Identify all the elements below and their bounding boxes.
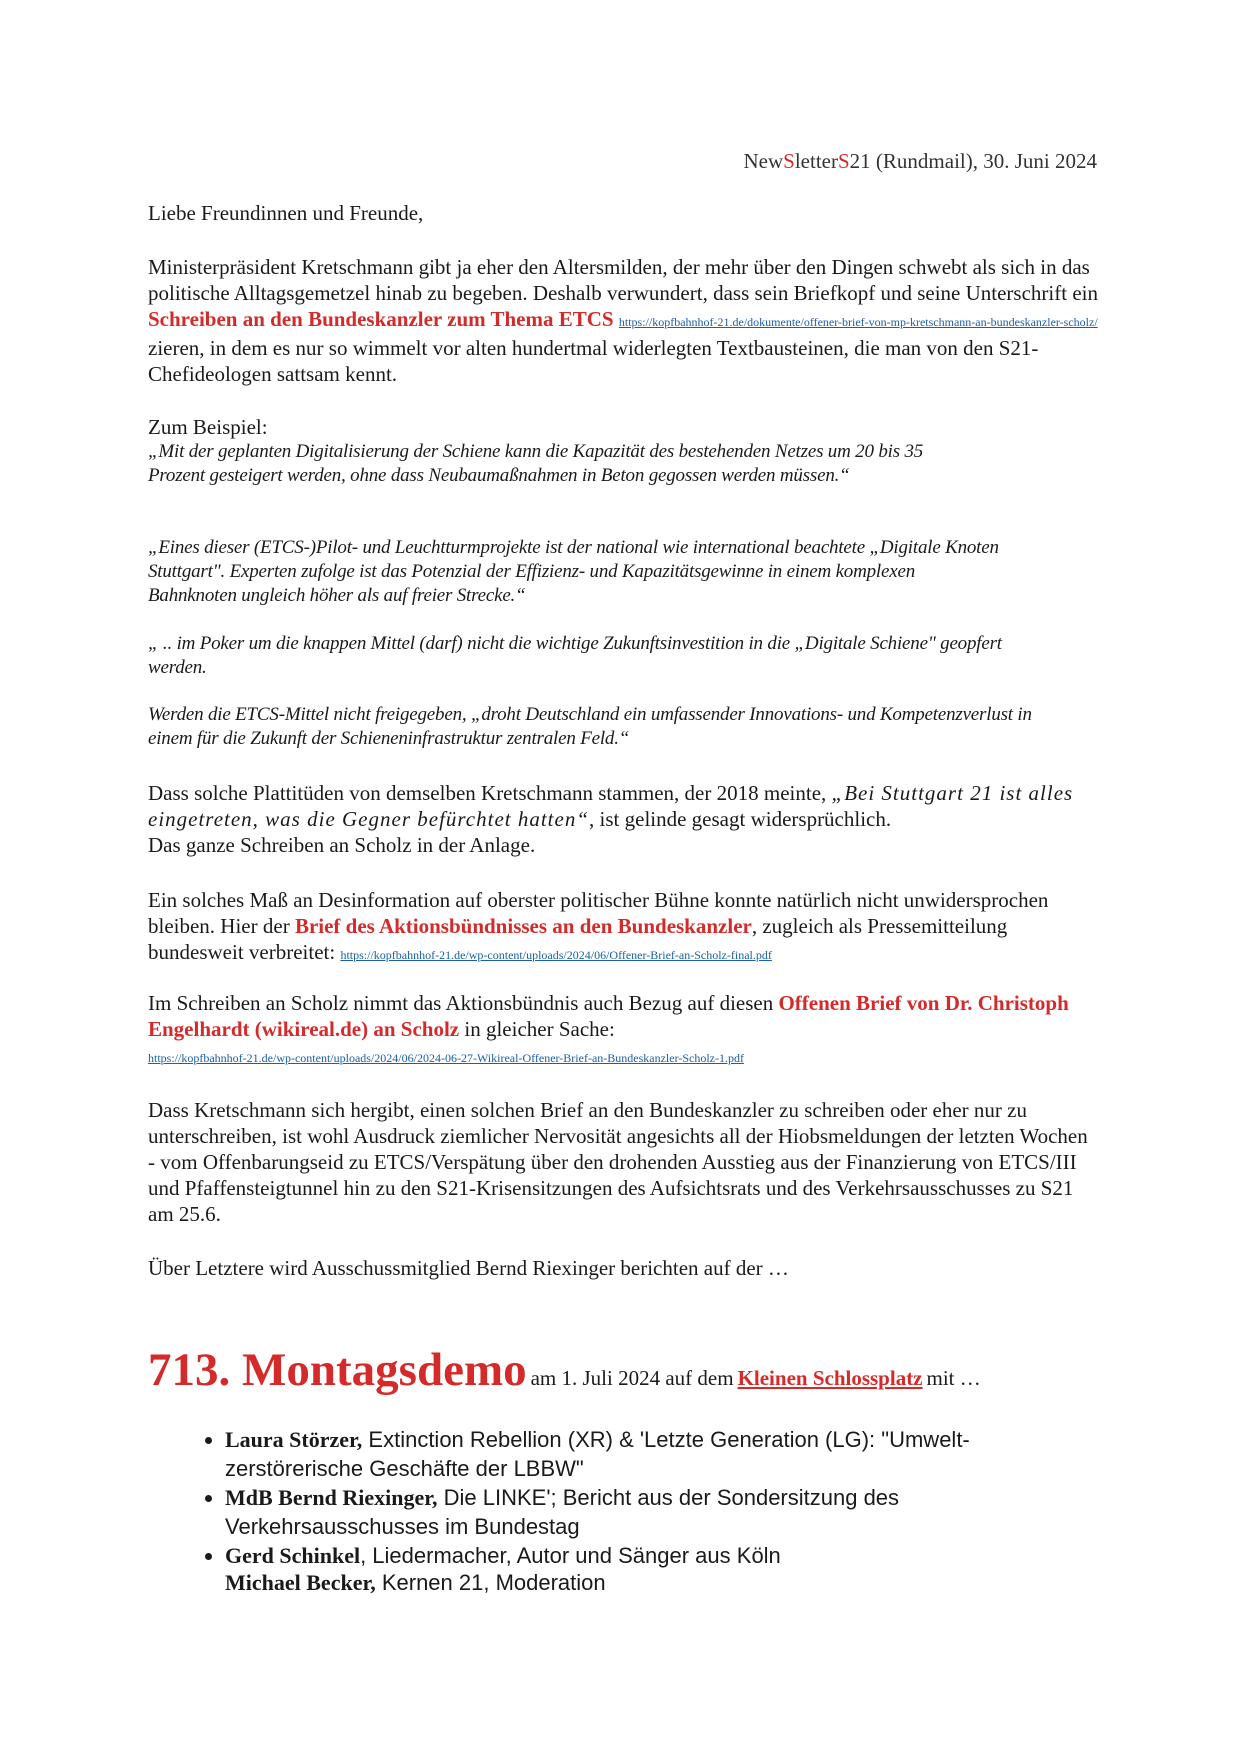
moderator-name: Michael Becker,	[225, 1570, 376, 1595]
engelhardt-letter-highlight: Offenen Brief von Dr. Christoph Engelhardt (wikireal.de) an Scholz	[148, 991, 1069, 1041]
quote-1: „Mit der geplanten Digitalisierung der Schiene kann die Kapazität des bestehenden Netzes um 20 bis 35 Prozent gesteigert werden, ohne dass Neubaumaßnahmen in Beton gegossen werden müssen.“	[148, 441, 924, 486]
para3-text-a: Ein solches Maß an Desinformation auf oberster politischer Bühne konnte natürlich nicht unwidersprochen bleiben. Hier der	[148, 888, 1049, 938]
newsletter-header	[744, 149, 1098, 174]
paragraph-riexinger: Über Letztere wird Ausschussmitglied Bernd Riexinger berichten auf der …	[148, 1256, 789, 1280]
demo-place-link[interactable]: Kleinen Schlossplatz	[737, 1366, 923, 1390]
moderator-description: Kernen 21, Moderation	[381, 1570, 606, 1595]
speaker-description: Extinction Rebellion (XR) & 'Letzte Generation (LG): "Umwelt-zerstörerische Geschäfte der LBBW"	[225, 1427, 970, 1481]
alliance-letter-link[interactable]: https://kopfbahnhof-21.de/wp-content/uploads/2024/06/Offener-Brief-an-Scholz-final.pdf	[340, 948, 772, 962]
list-item	[225, 1425, 1105, 1483]
quote-2: „Eines dieser (ETCS-)Pilot- und Leuchtturmprojekte ist der national wie international beachtete „Digitale Knoten Stuttgart". Experten zufolge ist das Potenzial der Effizienz- und Kapazitätsgewinne in einem komplexen Bahnknoten ungleich höher als auf freier Strecke.“	[148, 537, 999, 606]
speaker-name: MdB Bernd Riexinger,	[225, 1485, 438, 1510]
paragraph-kretschmann-letter	[148, 254, 1098, 387]
kretschmann-letter-link[interactable]: https://kopfbahnhof-21.de/dokumente/offener-brief-von-mp-kretschmann-an-bundeskanzler-scholz/	[618, 315, 1098, 329]
para3-text-b: , zugleich als Pressemitteilung bundesweit verbreitet:	[148, 914, 1008, 964]
speaker-name: Laura Störzer,	[225, 1427, 363, 1452]
paragraph-platitudes	[148, 780, 1098, 858]
greeting: Liebe Freundinnen und Freunde,	[148, 201, 424, 225]
quote-3: „ .. im Poker um die knappen Mittel (darf) nicht die wichtige Zukunftsinvestition in die „Digitale Schiene" geopfert werden.	[148, 633, 1002, 678]
example-intro: Zum Beispiel:	[148, 415, 268, 439]
speaker-name: Gerd Schinkel	[225, 1543, 361, 1568]
letter-highlight: Schreiben an den Bundeskanzler zum Thema ETCS	[148, 307, 614, 331]
header-date: 21 (Rundmail), 30. Juni 2024	[849, 149, 1097, 173]
speaker-description: , Liedermacher, Autor und Sänger aus Köln	[360, 1543, 781, 1568]
header-text-new: New	[743, 149, 784, 173]
speaker-list	[185, 1425, 1105, 1570]
para4-text-b: in gleicher Sache:	[464, 1017, 615, 1041]
montagsdemo-line	[148, 1343, 981, 1397]
quote-4: Werden die ETCS-Mittel nicht freigegeben, „droht Deutschland ein umfassender Innovations- und Kompetenzverlust in einem für die Zukunft der Schieneninfrastruktur zentralen Feld.“	[148, 704, 1032, 749]
para2-text-b: , ist gelinde gesagt widersprüchlich.	[589, 807, 892, 831]
moderator-line	[225, 1570, 606, 1596]
header-text-letter: letter	[794, 149, 838, 173]
list-item	[225, 1541, 1105, 1570]
para4-text-a: Im Schreiben an Scholz nimmt das Aktionsbündnis auch Bezug auf diesen	[148, 991, 774, 1015]
header-letter-s1: S	[783, 149, 795, 173]
alliance-letter-highlight: Brief des Aktionsbündnisses an den Bundeskanzler	[294, 914, 752, 938]
attachment-note: Das ganze Schreiben an Scholz in der Anlage.	[148, 833, 536, 857]
paragraph-engelhardt	[148, 990, 1098, 1071]
demo-text-tail: mit …	[926, 1366, 981, 1390]
montagsdemo-title: 713. Montagsdemo	[148, 1344, 527, 1396]
para1-text-b: zieren, in dem es nur so wimmelt vor alten hundertmal widerlegten Textbausteinen, die man von den S21-Chefideologen sattsam kennt.	[148, 336, 1039, 386]
header-letter-s2: S	[837, 149, 850, 173]
paragraph-response	[148, 887, 1098, 968]
demo-date-text: am 1. Juli 2024 auf dem	[530, 1366, 734, 1390]
list-item	[225, 1483, 1105, 1541]
para1-text-a: Ministerpräsident Kretschmann gibt ja eher den Altersmilden, der mehr über den Dingen schwebt als sich in das politische Alltagsgemetzel hinab zu begeben. Deshalb verwundert, dass sein Briefkopf und seine Unterschrift ein	[148, 255, 1098, 305]
para2-text-a: Dass solche Plattitüden von demselben Kretschmann stammen, der 2018 meinte,	[148, 781, 827, 805]
paragraph-nervousness: Dass Kretschmann sich hergibt, einen solchen Brief an den Bundeskanzler zu schreiben oder eher nur zu unterschreiben, ist wohl Ausdruck ziemlicher Nervosität angesichts all der Hiobsmeldungen der letzten Wochen - vom Offenbarungseid zu ETCS/Verspätung über den drohenden Ausstieg aus der Finanzierung von ETCS/III und Pfaffensteigtunnel hin zu den S21-Krisensitzungen des Aufsichtsrats und des Verkehrsausschusses zu S21 am 25.6.	[148, 1098, 1088, 1226]
engelhardt-letter-link[interactable]: https://kopfbahnhof-21.de/wp-content/uploads/2024/06/2024-06-27-Wikireal-Offener-Brief-an-Bundeskanzler-Scholz-1.pdf	[148, 1051, 744, 1065]
kretschmann-2018-quote: „Bei Stuttgart 21 ist alles eingetreten, was die Gegner befürchtet hatten“	[148, 781, 1074, 831]
speaker-description: Die LINKE'; Bericht aus der Sondersitzung des Verkehrsausschusses im Bundestag	[225, 1485, 900, 1539]
